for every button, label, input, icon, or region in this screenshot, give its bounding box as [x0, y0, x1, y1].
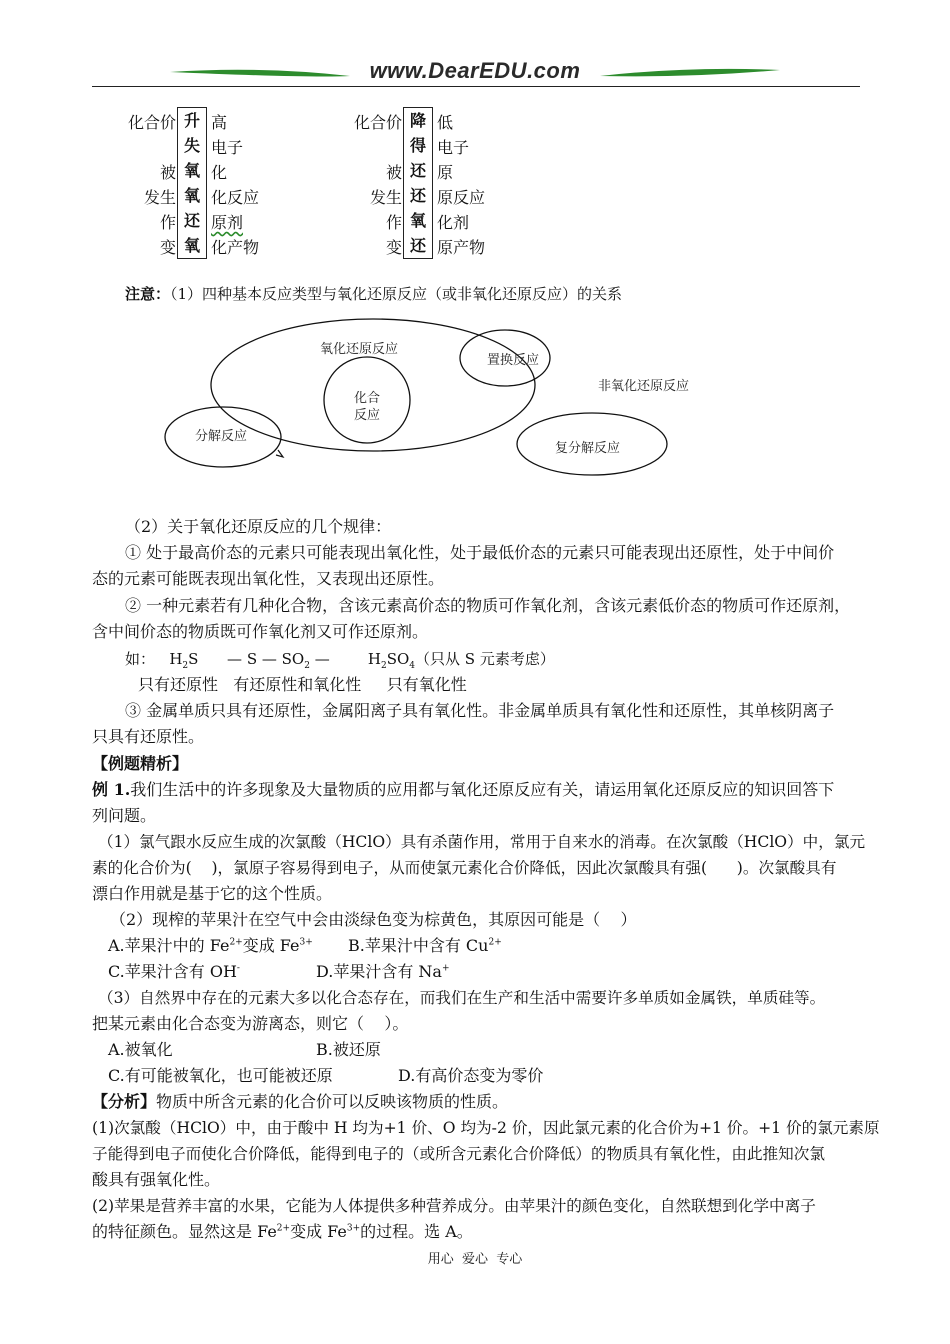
example-1-line-1: 例 1.我们生活中的许多现象及大量物质的应用都与氧化还原反应有关，请运用氧化还原反应的知识回答下	[92, 780, 835, 799]
analysis-2-line-1: (2)苹果是营养丰富的水果，它能为人体提供多种营养成分。由苹果汁的颜色变化，自然联想到化学中离子	[92, 1197, 816, 1215]
rule-example-properties: 只有还原性 有还原性和氧化性 只有氧化性	[138, 675, 467, 694]
analysis-2-line-2: 的特征颜色。显然这是 $Fe^{2+}$变成 $Fe^{3+}$的过程。选 A。	[92, 1222, 473, 1241]
option-2B: B.苹果汁中含有 $Cu^{2+}$	[348, 936, 502, 955]
site-logo-text: www.DearEDU.com	[369, 58, 581, 83]
question-1-line-3: 漂白作用就是基于它的这个性质。	[92, 884, 333, 903]
example-1-line-2: 列问题。	[92, 806, 157, 825]
question-1-line-1: （1）氯气跟水反应生成的次氯酸（HClO）具有杀菌作用，常用于自来水的消毒。在次氯酸（HClO）中，氯元	[98, 833, 866, 851]
option-3C: C.有可能被氧化，也可能被还原	[108, 1066, 333, 1085]
rule-1-line-2: 态的元素可能既表现出氧化性，又表现出还原性。	[92, 569, 445, 588]
question-3-line-1: （3）自然界中存在的元素大多以化合态存在，而我们在生产和生活中需要许多单质如金属铁，单质硅等。	[98, 989, 826, 1007]
question-2: （2）现榨的苹果汁在空气中会由淡绿色变为棕黄色，其原因可能是（ ）	[110, 910, 637, 929]
question-1-line-2: 素的化合价为( )，氯原子容易得到电子，从而使氯元素化合价降低，因此次氯酸具有强( )。次氯酸具有	[92, 859, 837, 877]
fall-right-column: 低 电子 原 原反应 化剂 原产物	[437, 113, 486, 257]
rise-left-column: 化合价 被 发生 作 变	[127, 113, 176, 257]
rule-2-line-1: ② 一种元素若有几种化合物，含该元素高价态的物质可作氧化剂，含该元素低价态的物质可作还原剂，	[125, 596, 851, 615]
page-footer: 用心 爱心 专心	[427, 1252, 523, 1267]
analysis-1-line-2: 子能得到电子而使化合价降低，能得到电子的（或所含元素化合价降低）的物质具有氧化性，由此推知次氯	[92, 1145, 825, 1163]
question-3-line-2: 把某元素由化合态变为游离态，则它（ ）。	[92, 1014, 409, 1033]
option-2A: A.苹果汁中的 $Fe^{2+}$变成 $Fe^{3+}$	[108, 936, 313, 955]
note-line: 注意：（1）四种基本反应类型与氧化还原反应（或非氧化还原反应）的关系	[125, 285, 623, 303]
fall-box-column: 降 得 还 还 氧 还	[403, 107, 433, 259]
analysis-intro: 【分析】物质中所含元素的化合价可以反映该物质的性质。	[92, 1092, 509, 1111]
option-3A: A.被氧化	[108, 1040, 173, 1059]
label-decomposition: 分解反应	[195, 429, 248, 444]
analysis-1-line-1: (1)次氯酸（HClO）中，由于酸中 H 均为+1 价、O 均为-2 价，因此氯元素的化合价为+1 价。+1 价的氯元素原	[92, 1119, 880, 1137]
option-3D: D.有高价态变为零价	[398, 1066, 544, 1085]
rule-example-line: 如： $H_2S$ — S — $SO_2$ — $H_2SO_4$（只从 S 元素考虑）	[125, 650, 555, 671]
rule-1-line-1: ① 处于最高价态的元素只可能表现出氧化性，处于最低价态的元素只可能表现出还原性，处于中间价	[125, 543, 835, 562]
label-combination-2: 反应	[354, 408, 381, 423]
rule-3-line-2: 只具有还原性。	[92, 727, 205, 746]
label-double-decomposition: 复分解反应	[555, 441, 621, 456]
rise-right-column: 高 电子 化 化反应 原剂 化产物	[211, 113, 260, 257]
rise-box-column: 升 失 氧 氧 还 氧	[177, 107, 207, 259]
analysis-1-line-3: 酸具有强氧化性。	[92, 1170, 221, 1189]
label-non-redox: 非氧化还原反应	[598, 379, 690, 394]
rule-2-line-2: 含中间价态的物质既可作氧化剂又可作还原剂。	[92, 622, 429, 641]
section-title: 【例题精析】	[92, 754, 189, 773]
option-3B: B.被还原	[316, 1040, 381, 1059]
label-redox: 氧化还原反应	[320, 342, 399, 357]
label-combination-1: 化合	[354, 391, 381, 406]
option-2D: D.苹果汁含有 Na+	[316, 962, 450, 981]
reaction-relationship-diagram	[160, 315, 680, 505]
rule-3-line-1: ③ 金属单质只具有还原性，金属阳离子具有氧化性。非金属单质具有氧化性和还原性，其单核阴离子	[125, 701, 835, 720]
header-rule	[92, 86, 860, 87]
label-replacement: 置换反应	[487, 353, 540, 368]
fall-left-column: 化合价 被 发生 作 变	[353, 113, 402, 257]
rules-title: （2）关于氧化还原反应的几个规律：	[125, 517, 392, 536]
arrow-tail	[276, 450, 283, 457]
option-2C: C.苹果汁含有 OH-	[108, 962, 240, 981]
